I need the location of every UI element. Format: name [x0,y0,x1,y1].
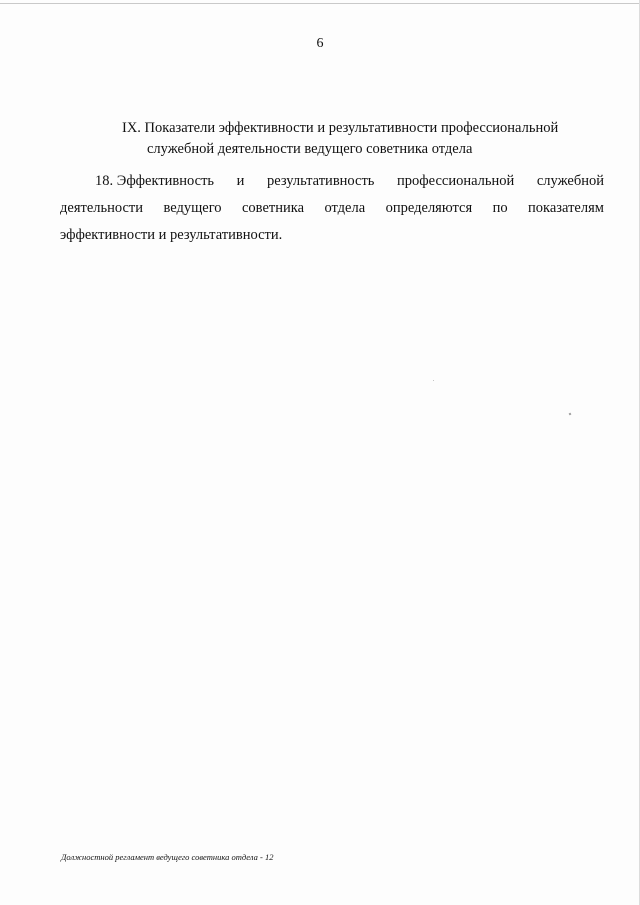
scan-speck [433,380,434,381]
word: результативность [266,173,375,189]
word: и [236,173,245,189]
paragraph-line-2 [60,195,604,222]
word: 18. Эффективность [95,173,215,189]
scan-speck [569,413,572,416]
word: служебной [536,173,604,189]
word: определяются [385,200,473,216]
word: деятельности [60,200,144,216]
word: советника [242,200,305,216]
footer-note: Должностной регламент ведущего советника отдела - 12 [61,852,274,862]
page-number: 6 [316,36,324,51]
top-edge-line [0,3,640,4]
section-heading-line-2: служебной деятельности ведущего советника отдела [147,141,473,157]
paragraph-line-1 [60,168,604,195]
section-heading-line-1: IX. Показатели эффективности и результативности профессиональной [122,120,559,136]
word: по [492,200,508,216]
word: профессиональной [397,173,515,189]
word: отдела [324,200,366,216]
word: показателям [528,200,604,216]
paragraph-line-3: эффективности и результативности. [60,227,283,243]
paragraph-18 [60,168,604,249]
word: ведущего [163,200,222,216]
section-heading [122,118,592,160]
